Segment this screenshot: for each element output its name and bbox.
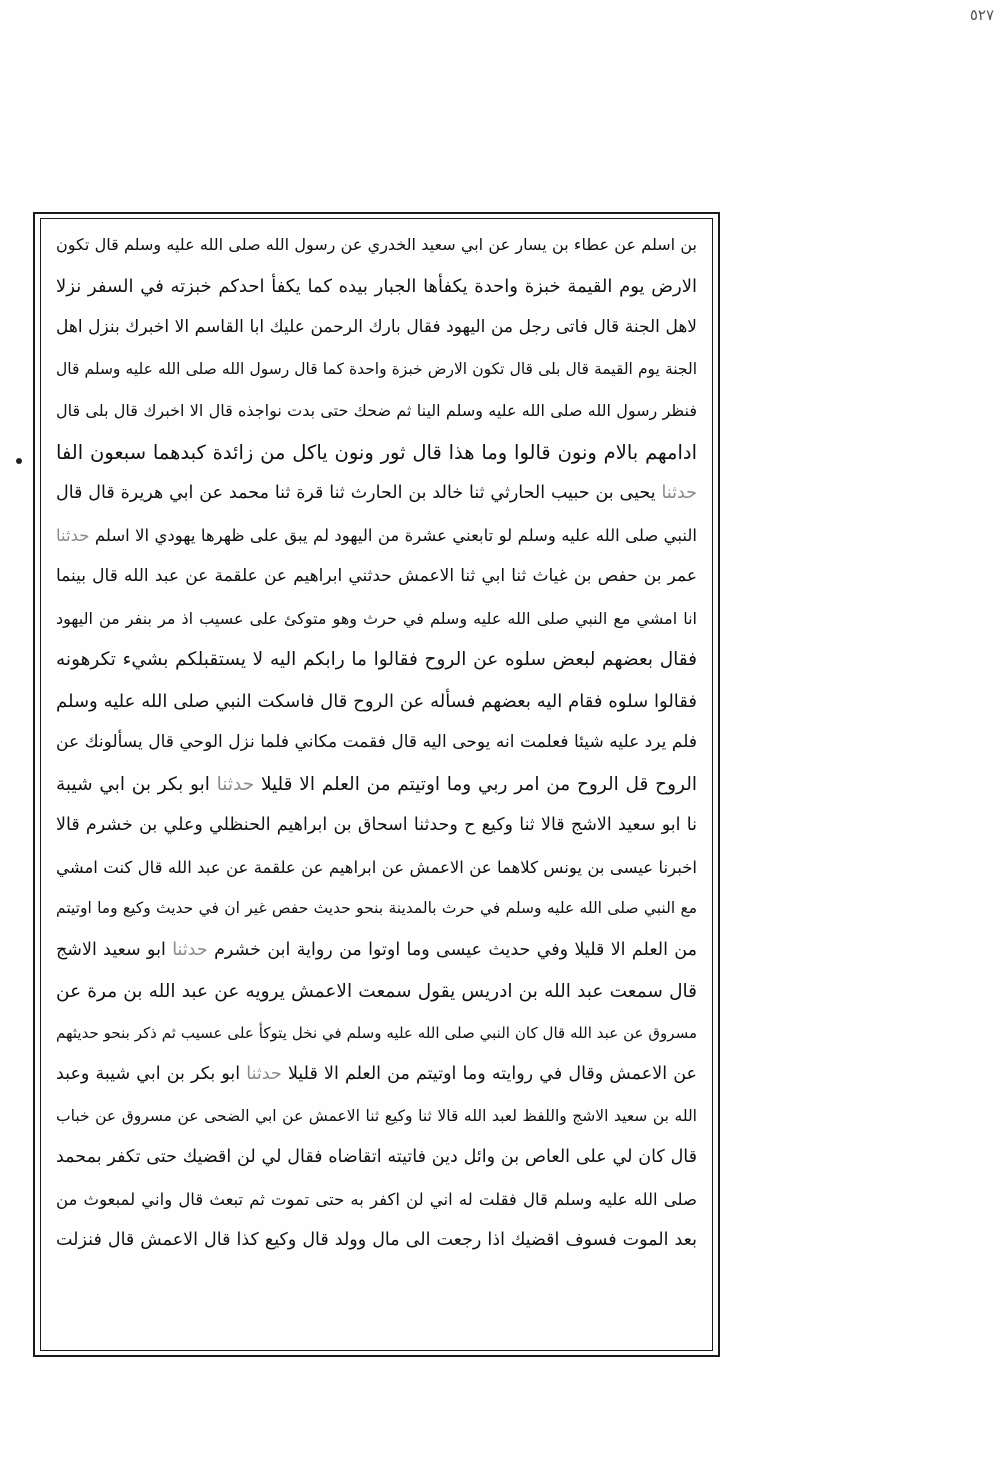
manuscript-text-block [44,224,709,1346]
line-text: انا امشي مع النبي صلى الله عليه وسلم في حرث وهو متوكئ على عسيب اذ مر بنفر من اليهود [56,608,697,628]
line-text: فقال بعضهم لبعض سلوه عن الروح فقالوا ما رابكم اليه لا يستقبلكم بشيء تكرهونه [56,649,697,670]
text-line [56,971,697,1013]
text-line [56,1220,697,1262]
text-line [56,266,697,308]
text-line [56,1179,697,1221]
margin-dot [16,458,22,464]
line-text: فنظر رسول الله صلى الله عليه وسلم الينا ثم ضحك حتى بدت نواجذه قال الا اخبرك قال بلى قال [56,401,697,420]
hadith-chain-marker: حدثنا [246,1064,282,1084]
text-line [56,307,697,349]
line-text: مسروق عن عبد الله قال كان النبي صلى الله عليه وسلم في نخل يتوكأ على عسيب ثم ذكر بنحو حديثهم [56,1023,697,1042]
text-line [56,930,697,972]
line-text-continued: يحيى بن حبيب الحارثي ثنا خالد بن الحارث ثنا قرة ثنا محمد عن ابي هريرة قال قال [56,483,656,503]
line-text: مع النبي صلى الله عليه وسلم في حرث بالمدينة بنحو حديث حفص غير ان في حديث وكيع وما اوتيتم [56,899,697,917]
hadith-chain-marker: حدثنا [216,773,255,795]
text-line [56,681,697,723]
text-line [56,390,697,432]
hadith-chain-marker: حدثنا [56,525,90,545]
text-line [56,349,697,391]
text-line [56,224,697,266]
line-text: صلى الله عليه وسلم قال فقلت له اني لن اكفر به حتى تموت ثم تبعث قال واني لمبعوث من [56,1189,697,1209]
text-line [56,432,697,474]
line-text-continued: ابو بكر بن ابي شيبة [56,773,210,795]
text-line [56,515,697,557]
line-text: من العلم الا قليلا وفي حديث عيسى وما اوتوا من رواية ابن خشرم [214,939,697,960]
hadith-chain-marker: حدثنا [172,939,208,960]
line-text: الجنة يوم القيمة قال بلى قال تكون الارض خبزة واحدة كما قال رسول الله صلى الله عليه وسلم قال [56,359,697,378]
line-text: قال كان لي على العاص بن وائل دين فاتيته اتقاضاه فقال لي لن اقضيك حتى تكفر بمحمد [56,1147,697,1167]
line-text: فلم يرد عليه شيئا فعلمت انه يوحى اليه قال فقمت مكاني فلما نزل الوحي قال يسألونك عن [56,732,697,752]
text-line [56,598,697,640]
line-text: ادامهم بالام ونون قالوا وما هذا قال ثور ونون ياكل من زائدة كبدهما سبعون الفا [56,440,697,464]
text-line [56,473,697,515]
text-line [56,639,697,681]
line-text: الروح قل الروح من امر ربي وما اوتيتم من العلم الا قليلا [260,773,697,795]
line-text-continued: ابو سعيد الاشج [56,939,166,960]
line-text: الله بن سعيد الاشج واللفظ لعبد الله قالا ثنا وكيع ثنا الاعمش عن ابي الضحى عن مسروق عن خباب [56,1106,697,1125]
page-number: ٥٢٧ [969,6,994,24]
text-line [56,1054,697,1096]
hadith-chain-marker: حدثنا [661,483,697,503]
text-line [56,1096,697,1138]
text-line [56,556,697,598]
text-line [56,888,697,930]
line-text: النبي صلى الله عليه وسلم لو تابعني عشرة من اليهود لم يبق على ظهرها يهودي الا اسلم [94,525,697,545]
line-text-continued: ابو بكر بن ابي شيبة وعبد [56,1064,241,1084]
text-line [56,847,697,889]
line-text: لاهل الجنة قال فاتى رجل من اليهود فقال بارك الرحمن عليك ابا القاسم الا اخبرك بنزل اهل [56,317,697,337]
text-line [56,764,697,806]
line-text: فقالوا سلوه فقام اليه بعضهم فسأله عن الروح قال فاسكت النبي صلى الله عليه وسلم [56,690,697,712]
line-text: الارض يوم القيمة خبزة واحدة يكفأها الجبار بيده كما يكفأ احدكم خبزته في السفر نزلا [56,275,697,297]
text-line [56,722,697,764]
text-line [56,1137,697,1179]
line-text: بعد الموت فسوف اقضيك اذا رجعت الى مال وولد قال وكيع كذا قال الاعمش قال فنزلت [56,1230,697,1250]
line-text: عن الاعمش وقال في روايته وما اوتيتم من العلم الا قليلا [287,1064,697,1084]
line-text: قال سمعت عبد الله بن ادريس يقول سمعت الاعمش يرويه عن عبد الله بن مرة عن [56,981,697,1002]
line-text: بن اسلم عن عطاء بن يسار عن ابي سعيد الخدري عن رسول الله صلى الله عليه وسلم قال تكون [56,235,697,254]
text-line [56,805,697,847]
line-text: اخبرنا عيسى بن يونس كلاهما عن الاعمش عن ابراهيم عن علقمة عن عبد الله قال كنت امشي [56,857,697,877]
line-text: نا ابو سعيد الاشج قالا ثنا وكيع ح وحدثنا اسحاق بن ابراهيم الحنظلي وعلي بن خشرم قالا [56,815,697,835]
line-text: عمر بن حفص بن غياث ثنا ابي ثنا الاعمش حدثني ابراهيم عن علقمة عن عبد الله قال بينما [56,566,697,586]
text-line [56,1013,697,1055]
